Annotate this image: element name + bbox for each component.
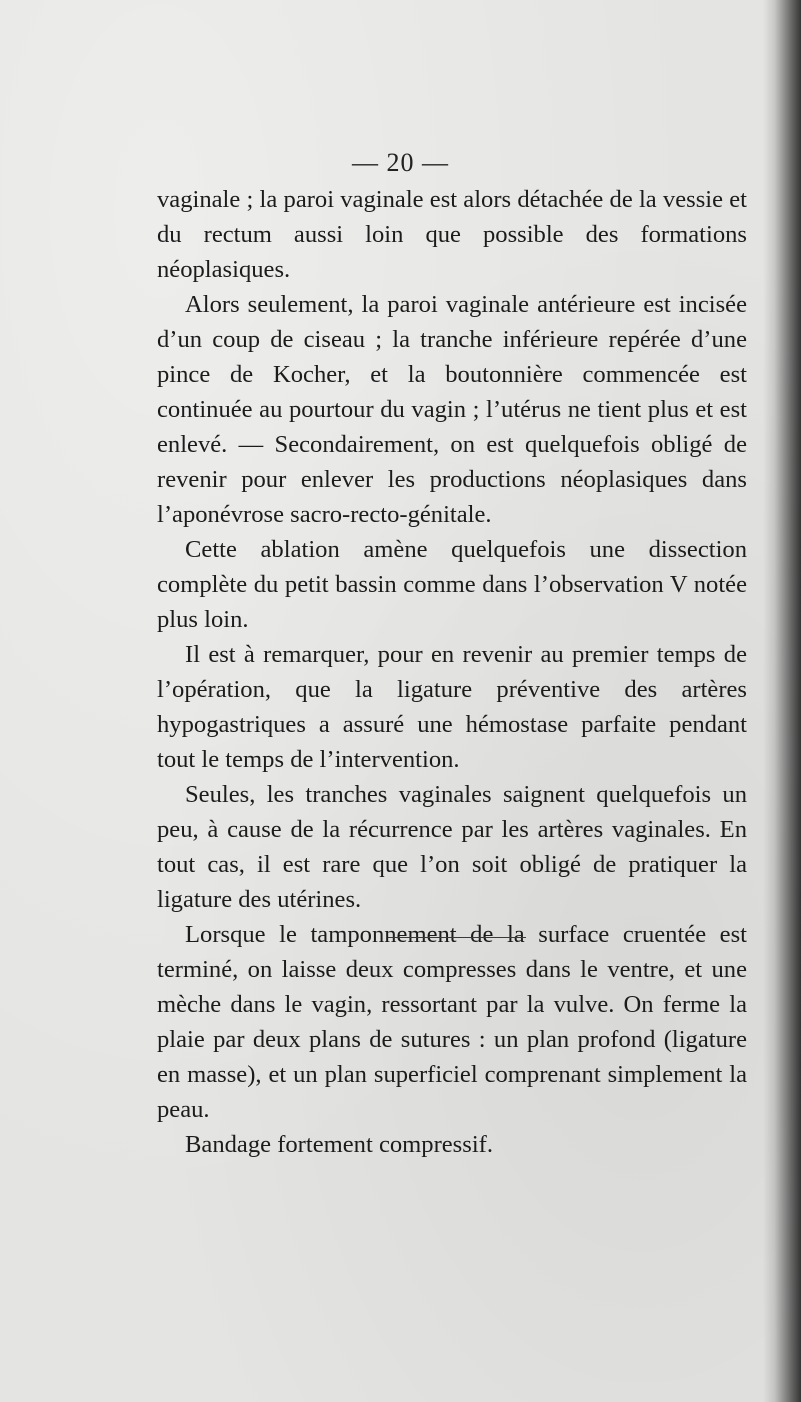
paragraph: Bandage fortement compressif. <box>185 1131 493 1158</box>
paragraph: Lorsque le tamponnement de la surface cruentée est terminé, on laisse deux compresses dans le ventre, et une mèche dans le vagin, ressortant par la vulve. On ferme la plaie par deux plans de sutures : un plan profond (ligature en masse), et un plan superficiel comprenant simplement la peau. <box>157 921 747 1123</box>
paragraph: vaginale ; la paroi vaginale est alors détachée de la vessie et du rectum aussi loin que possible des formations néoplasiques. <box>157 186 747 283</box>
paragraph: Alors seulement, la paroi vaginale antérieure est incisée d’un coup de ciseau ; la tranche inférieure repérée d’une pince de Kocher, et la boutonnière commencée est continuée au pourtour du vagin ; l’utérus ne tient plus et est enlevé. — Secondairement, on est quelquefois obligé de revenir pour enlever les productions néoplasiques dans l’aponévrose sacro-recto-génitale. <box>157 291 747 528</box>
page-number: — 20 — <box>352 148 449 177</box>
book-spine-shadow <box>763 0 801 1402</box>
paragraph: Seules, les tranches vaginales saignent quelquefois un peu, à cause de la récurrence par les artères vaginales. En tout cas, il est rare que l’on soit obligé de pratiquer la ligature des utérines. <box>157 781 747 913</box>
paragraph: Il est à remarquer, pour en revenir au premier temps de l’opération, que la ligature préventive des artères hypogastriques a assuré une hémostase parfaite pendant tout le temps de l’intervention. <box>157 641 747 773</box>
paragraph: Cette ablation amène quelquefois une dissection complète du petit bassin comme dans l’observation V notée plus loin. <box>157 536 747 633</box>
body-text <box>157 182 747 1162</box>
section-end-rule <box>388 937 526 938</box>
